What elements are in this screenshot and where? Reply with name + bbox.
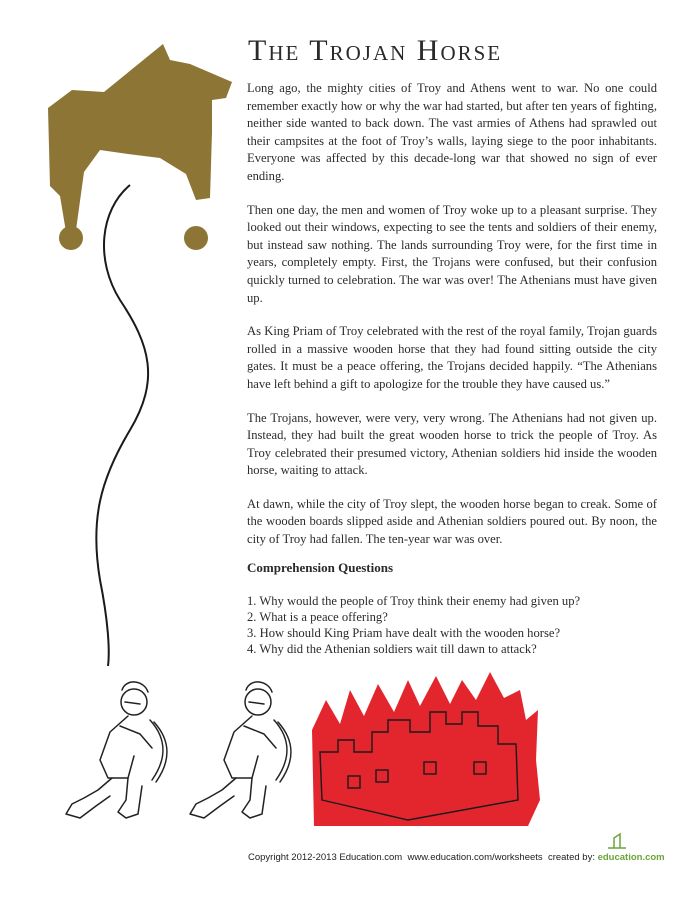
- story-paragraph: At dawn, while the city of Troy slept, the wooden horse began to creak. Some of the wooden boards slipped aside and Athenian soldiers poured out. By noon, the city of Troy had fallen. The ten-year war was over.: [247, 496, 657, 547]
- soldier-icon: [190, 682, 291, 818]
- rope-line: [96, 185, 148, 666]
- soldier-icon: [66, 682, 167, 818]
- story-paragraph: As King Priam of Troy celebrated with the rest of the royal family, Trojan guards rolled in a massive wooden horse that they had found sitting outside the city gates. It must be a peace offering, the Trojans decided happily. “The Athenians have left behind a gift to apologize for the trouble they have caused us.”: [247, 324, 657, 391]
- question-item: 2. What is a peace offering?: [247, 610, 388, 624]
- story-paragraph: The Trojans, however, were very, very wrong. The Athenians had not given up. Instead, they had built the great wooden horse to trick the people of Troy. As Troy celebrated their presumed victory, Athenian soldiers hid inside the wooden horse, waiting to attack.: [247, 410, 657, 478]
- questions-heading: Comprehension Questions: [247, 560, 394, 575]
- story-body: [247, 80, 657, 565]
- question-item: 4. Why did the Athenian soldiers wait till dawn to attack?: [247, 642, 537, 656]
- footer-copyright: Copyright 2012-2013 Education.com: [248, 852, 403, 863]
- page-title: The Trojan Horse: [248, 34, 503, 67]
- story-paragraph: Long ago, the mighty cities of Troy and Athens went to war. No one could remember exactly how or why the war had started, but after ten years of fighting, neither side wanted to back down. The vast armies of Athens had sprawled out their campsites at the foot of Troy’s walls, laying siege to the poor inhabitants. Everyone was affected by this decade-long war that showed no sign of ever ending.: [247, 81, 657, 183]
- footer-url[interactable]: www.education.com/worksheets: [407, 852, 543, 863]
- education-logo-icon: [608, 834, 626, 848]
- question-item: 3. How should King Priam have dealt with the wooden horse?: [247, 626, 561, 640]
- footer-created-by: created by:: [547, 852, 595, 863]
- story-paragraph: Then one day, the men and women of Troy woke up to a pleasant surprise. They looked out their windows, expecting to see the tents and soldiers of their enemy, but instead saw nothing. The lands surrounding Troy were, for the first time in years, completely empty. First, the Trojans were confused, but their confusion quickly turned to celebration. The war was over! The Athenians must have given up.: [247, 202, 657, 305]
- burning-city-icon: [312, 672, 540, 826]
- horse-icon: [48, 44, 232, 250]
- footer: [248, 852, 668, 863]
- questions-list: [247, 593, 667, 657]
- question-item: 1. Why would the people of Troy think their enemy had given up?: [247, 594, 581, 608]
- footer-brand[interactable]: education.com: [597, 852, 665, 863]
